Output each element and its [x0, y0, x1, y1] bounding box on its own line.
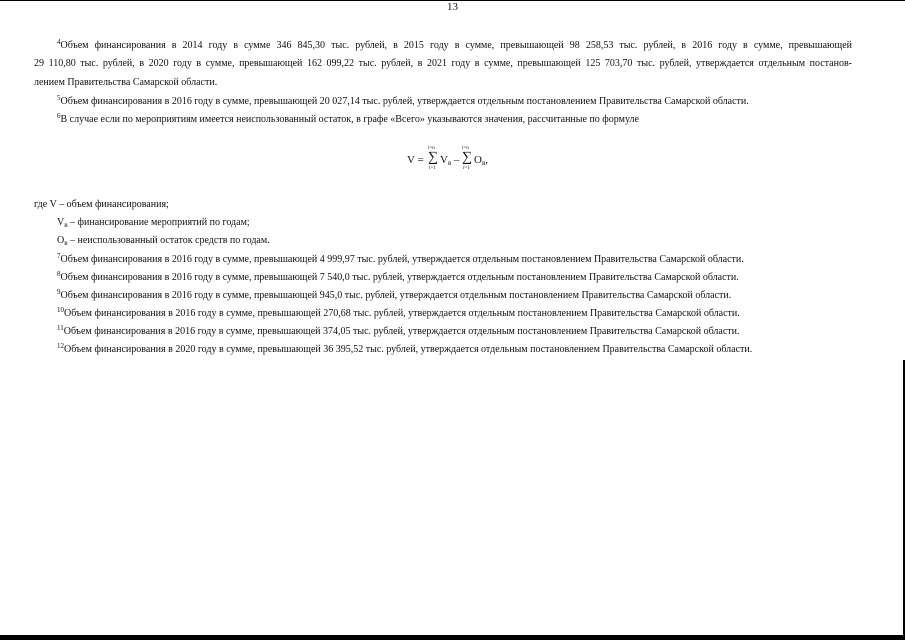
footnote-9-text: Объем финансирования в 2016 году в сумме, превышающей 945,0 тыс. рублей, утверждается отдельным постановлением Правительства Самарской области. [60, 290, 732, 301]
footnote-5 [57, 95, 749, 108]
footnote-8-marker: 8 [57, 270, 61, 278]
footnote-8 [57, 271, 739, 284]
formula-sum2-sigma: ∑ [462, 150, 472, 165]
footnote-4-marker: 4 [57, 38, 61, 46]
footnote-12-marker: 12 [57, 342, 64, 350]
bottom-border [0, 635, 905, 640]
footnote-5-marker: 5 [57, 94, 61, 102]
formula-v: $V_в$ [440, 154, 452, 167]
formula [407, 146, 507, 176]
footnote-4-line-2 [34, 57, 852, 70]
footnote-4-line-3: лением Правительства Самарской области. [34, 77, 218, 88]
formula-sum2-upper: i=n [462, 146, 469, 151]
footnote-10 [57, 307, 740, 320]
footnote-10-marker: 10 [57, 306, 64, 314]
footnote-11-text: Объем финансирования в 2016 году в сумме, превышающей 374,05 тыс. рублей, утверждается отдельным постановлением Правительства Самарской области. [63, 326, 740, 337]
footnote-4-text-1: Объем финансирования в 2014 году в сумме 346 845,30 тыс. рублей, в 2015 году в сумме, превышающей 98 258,53 тыс. рублей, в 2016 году в сумме, превышающей [60, 40, 852, 51]
footnote-6-text: В случае если по мероприятиям имеется неиспользованный остаток, в графе «Всего» указываются значения, рассчитанные по формуле [60, 114, 639, 125]
footnote-12 [57, 343, 752, 356]
footnote-8-text: Объем финансирования в 2016 году в сумме, превышающей 7 540,0 тыс. рублей, утверждается отдельным постановлением Правительства Самарской области. [60, 272, 739, 283]
footnote-4-text-2: 29 110,80 тыс. рублей, в 2020 году в сумме, превышающей 162 099,22 тыс. рублей, в 2021 году в сумме, превышающей 125 703,70 тыс. рублей, утверждается отдельным постанов- [34, 58, 852, 69]
footnote-7 [57, 253, 744, 266]
footnote-10-text: Объем финансирования в 2016 году в сумме, превышающей 270,68 тыс. рублей, утверждается отдельным постановлением Правительства Самарской области. [64, 308, 740, 319]
footnote-11-marker: 11 [57, 324, 64, 332]
footnote-7-text: Объем финансирования в 2016 году в сумме, превышающей 4 999,97 тыс. рублей, утверждается отдельным постановлением Правительства Самарской области. [60, 254, 744, 265]
formula-sum1-sigma: ∑ [428, 150, 438, 165]
footnote-6-marker: 6 [57, 112, 61, 120]
footnote-12-text: Объем финансирования в 2020 году в сумме, превышающей 36 395,52 тыс. рублей, утверждается отдельным постановлением Правительства Самарской области. [64, 344, 753, 355]
footnote-5-text: Объем финансирования в 2016 году в сумме, превышающей 20 027,14 тыс. рублей, утверждается отдельным постановлением Правительства Самарской области. [60, 96, 749, 107]
footnote-4-line-1 [57, 39, 852, 52]
page-number: 13 [447, 1, 458, 13]
formula-minus: – [454, 154, 460, 166]
footnote-9 [57, 289, 731, 302]
formula-lhs: V = [407, 154, 424, 166]
footnote-7-marker: 7 [57, 252, 61, 260]
footnote-6 [57, 113, 639, 126]
formula-sum2-lower: i=1 [463, 166, 470, 171]
footnote-11 [57, 325, 740, 338]
definition-ob: $O_в$ – неиспользованный остаток средств по годам. [57, 235, 270, 247]
definition-vb: $V_в$ – финансирование мероприятий по годам; [57, 217, 250, 229]
definition-where: где V – объем финансирования; [34, 199, 169, 210]
formula-sum1-lower: i=1 [429, 166, 436, 171]
footnote-9-marker: 9 [57, 288, 61, 296]
formula-o: $O_в$, [474, 154, 489, 167]
formula-sum1-upper: i=n [428, 146, 435, 151]
